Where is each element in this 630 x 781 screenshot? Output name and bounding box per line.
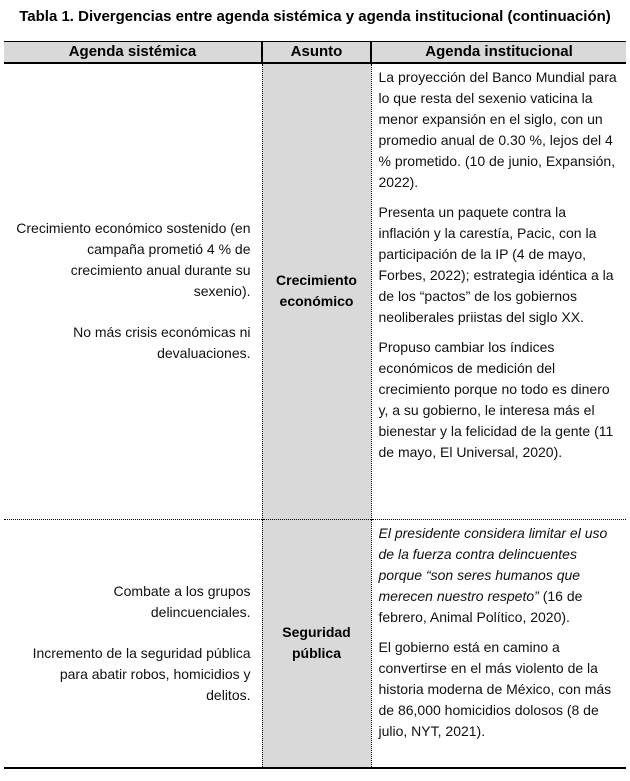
paragraph: Crecimiento económico sostenido (en campaña prometió 4 % de crecimiento anual durante su sexenio).: [16, 220, 251, 300]
table-row-crecimiento: [4, 63, 626, 519]
cell-agenda-institucional-crecimiento: [371, 63, 626, 519]
cell-agenda-sistemica-seguridad: [4, 519, 262, 768]
paragraph: Incremento de la seguridad pública para abatir robos, homicidios y delitos.: [32, 644, 251, 703]
cell-asunto-crecimiento: Crecimiento económico: [262, 63, 371, 519]
paragraph: El presidente considera limitar el uso de la fuerza contra delincuentes porque “son seres humanos que merecen nuestro respeto” (16 de febrero, Animal Político, 2020).: [378, 524, 608, 625]
column-header-agenda-institucional: Agenda institucional: [371, 42, 626, 64]
cell-agenda-sistemica-crecimiento: [4, 63, 262, 519]
paragraph: No más crisis económicas ni devaluaciones.: [73, 324, 251, 362]
table-caption: Tabla 1. Divergencias entre agenda sistémica y agenda institucional (continuación): [19, 8, 611, 25]
cell-asunto-seguridad: Seguridad pública: [262, 519, 371, 768]
paragraph: Combate a los grupos delincuenciales.: [113, 582, 251, 620]
paragraph: La proyección del Banco Mundial para lo que resta del sexenio vaticina la menor expansión en el siglo, con un promedio anual de 0.30 %, lejos del 4 % prometido. (10 de junio, Expansión, 2022).: [378, 69, 617, 190]
cell-agenda-institucional-seguridad: [371, 519, 626, 768]
divergencias-table: [4, 41, 626, 769]
paragraph: Presenta un paquete contra la inflación y la carestía, Pacic, con la participación de la IP (4 de mayo, Forbes, 2022); estrategia idéntica a la de los “pactos” de los gobiernos neoliberales priistas del siglo XX.: [378, 204, 614, 325]
column-header-agenda-sistemica: Agenda sistémica: [4, 42, 262, 64]
paragraph: El gobierno está en camino a convertirse en el más violento de la historia moderna de México, con más de 86,000 homicidios dolosos (8 de julio, NYT, 2021).: [378, 638, 612, 739]
column-header-asunto: Asunto: [262, 42, 371, 64]
table-header-row: [4, 42, 626, 64]
paragraph: Propuso cambiar los índices económicos de medición del crecimiento porque no todo es dinero y, a su gobierno, le interesa más el bienestar y la felicidad de la gente (11 de mayo, El Universal, 2020).: [378, 339, 614, 460]
table-row-seguridad: [4, 519, 626, 768]
